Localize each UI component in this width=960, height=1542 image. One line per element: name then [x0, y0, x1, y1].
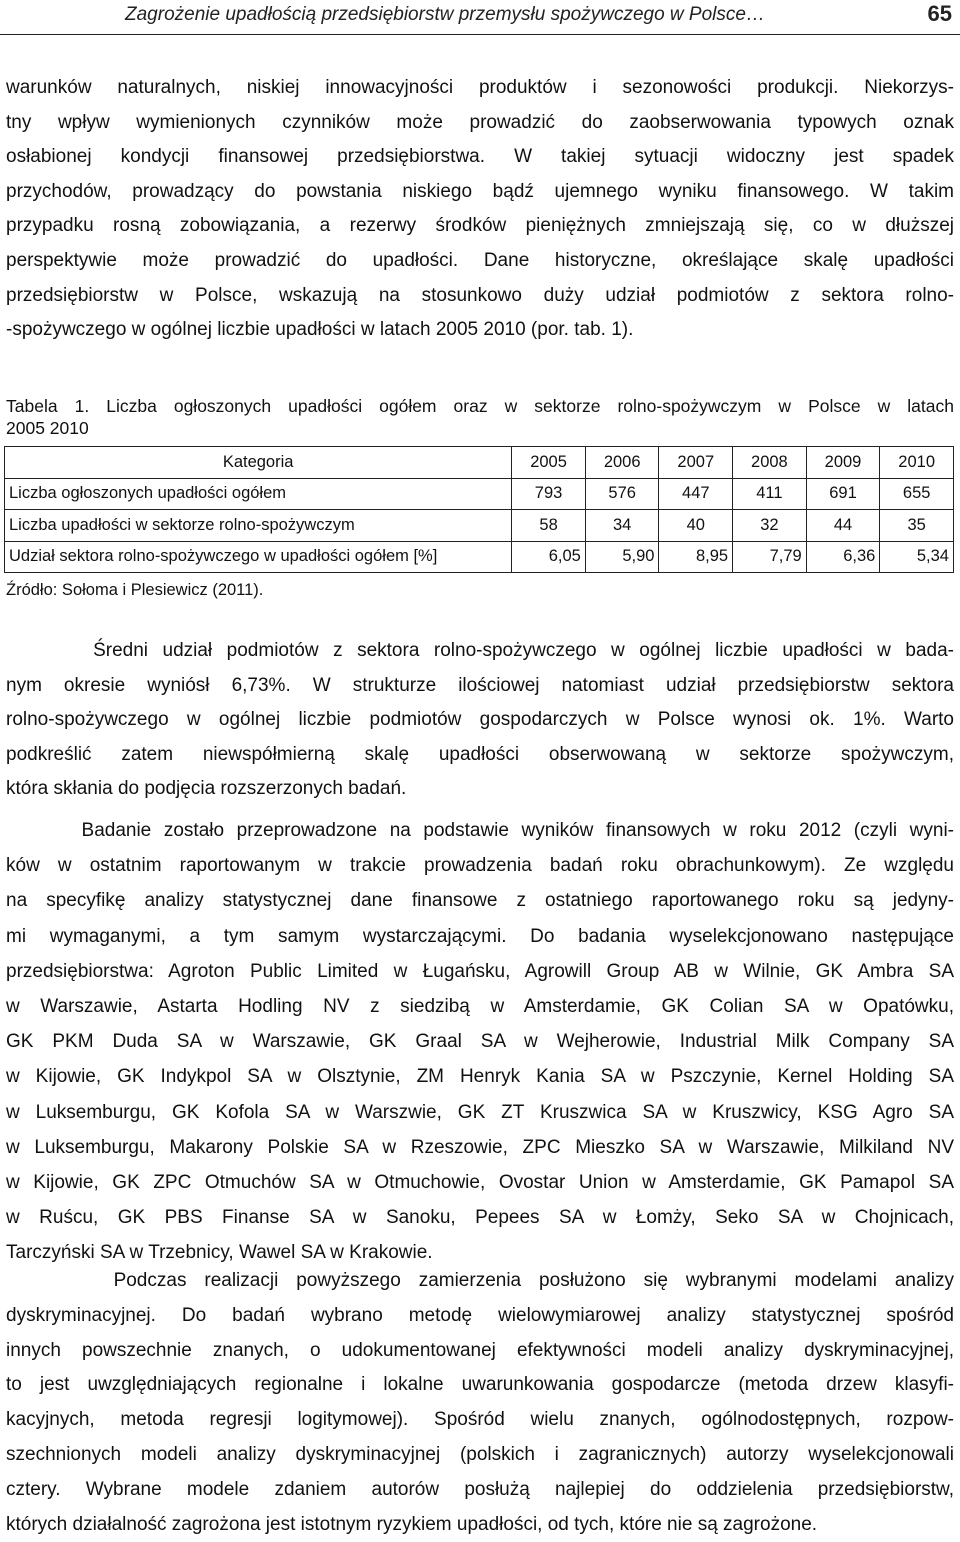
- column-header: 2006: [585, 447, 659, 479]
- table-cell: 447: [659, 478, 733, 510]
- table-cell: 793: [512, 478, 586, 510]
- table-cell: 40: [659, 510, 733, 542]
- text-line: przedsiębiorstw w Polsce, wskazują na stosunkowo duży udział podmiotów z sektora rolno-: [6, 284, 954, 306]
- table-cell: 655: [880, 478, 954, 510]
- table-row: [5, 541, 954, 573]
- row-label: Udział sektora rolno-spożywczego w upadłości ogółem [%]: [5, 541, 512, 573]
- table-cell: 8,95: [659, 541, 733, 573]
- table-cell: 58: [512, 510, 586, 542]
- text-line: w Luksemburgu, GK Kofola SA w Warszwie, GK ZT Kruszwica SA w Kruszwicy, KSG Agro SA: [6, 1101, 954, 1123]
- table-cell: 411: [733, 478, 807, 510]
- table-cell: 5,34: [880, 541, 954, 573]
- paragraph-intro: [6, 71, 954, 348]
- table-row: [5, 478, 954, 510]
- text-line: która skłania do podjęcia rozszerzonych badań.: [6, 778, 407, 800]
- text-line: w Luksemburgu, Makarony Polskie SA w Rzeszowie, ZPC Mieszko SA w Warszawie, Milkiland NV: [6, 1136, 954, 1158]
- column-header: 2008: [733, 447, 807, 479]
- table-cell: 6,05: [512, 541, 586, 573]
- text-line: w Warszawie, Astarta Hodling NV z siedzibą w Amsterdamie, GK Colian SA w Opatówku,: [6, 996, 954, 1018]
- text-line: -spożywczego w ogólnej liczbie upadłości w latach 2005 2010 (por. tab. 1).: [6, 319, 634, 341]
- text-line: w Kijowie, GK ZPC Otmuchów SA w Otmuchowie, Ovostar Union w Amsterdamie, GK Pamapol SA: [6, 1172, 954, 1194]
- text-line: ków w ostatnim raportowanym w trakcie prowadzenia badań roku obrachunkowym). Ze względu: [6, 855, 954, 877]
- text-line: w Kijowie, GK Indykpol SA w Olsztynie, ZM Henryk Kania SA w Pszczynie, Kernel Holding SA: [6, 1066, 954, 1088]
- paragraph-methods: [6, 1264, 954, 1542]
- column-header: Kategoria: [5, 447, 512, 479]
- row-label: Liczba ogłoszonych upadłości ogółem: [5, 478, 512, 510]
- caption-line: Tabela 1. Liczba ogłoszonych upadłości ogółem oraz w sektorze rolno-spożywczym w Polsce w latach: [6, 396, 954, 416]
- page-number: 65: [927, 1, 952, 26]
- table-cell: 7,79: [733, 541, 807, 573]
- bankruptcy-table: [4, 446, 954, 573]
- running-title: Zagrożenie upadłością przedsiębiorstw przemysłu spożywczego w Polsce…: [125, 4, 765, 25]
- column-header: 2009: [806, 447, 880, 479]
- paragraph-sample: [6, 813, 954, 1271]
- text-line: warunków naturalnych, niskiej innowacyjności produktów i sezonowości produkcji. Niekorzys-: [6, 77, 954, 98]
- table-cell: 44: [806, 510, 880, 542]
- table-cell: 691: [806, 478, 880, 510]
- column-header: 2007: [659, 447, 733, 479]
- table-cell: 576: [585, 478, 659, 510]
- text-line: przypadku rosną zobowiązania, a rezerwy środków pieniężnych zmniejszają się, co w dłuższej: [6, 215, 954, 237]
- text-line: tny wpływ wymienionych czynników może prowadzić do zaobserwowania typowych oznak: [6, 111, 954, 133]
- table-cell: 34: [585, 510, 659, 542]
- text-line: w Ruścu, GK PBS Finanse SA w Sanoku, Pepees SA w Łomży, Seko SA w Chojnicach,: [6, 1207, 954, 1229]
- text-line: cztery. Wybrane modele zdaniem autorów posłużą najlepiej do oddzielenia przedsiębiorstw,: [6, 1478, 954, 1500]
- table-cell: 35: [880, 510, 954, 542]
- paragraph-share: [6, 634, 954, 807]
- text-line: Średni udział podmiotów z sektora rolno-spożywczego w ogólnej liczbie upadłości w bada-: [6, 640, 954, 661]
- text-line: mi wymaganymi, a tym samym wystarczającymi. Do badania wyselekcjonowano następujące: [6, 925, 954, 947]
- text-line: kacyjnych, metoda regresji logitymowej). Spośród wielu znanych, ogólnodostępnych, rozpow-: [6, 1409, 954, 1431]
- row-label: Liczba upadłości w sektorze rolno-spożywczym: [5, 510, 512, 542]
- text-line: przychodów, prowadzący do powstania niskiego bądź ujemnego wyniku finansowego. W takim: [6, 180, 954, 202]
- table-header-row: [5, 447, 954, 479]
- table-row: [5, 510, 954, 542]
- table-cell: 6,36: [806, 541, 880, 573]
- text-line: innych powszechnie znanych, o udokumentowanej efektywności modeli analizy dyskryminacyjnej,: [6, 1339, 954, 1361]
- table-cell: 32: [733, 510, 807, 542]
- table-caption: [6, 395, 954, 439]
- column-header: 2005: [512, 447, 586, 479]
- text-line: Podczas realizacji powyższego zamierzenia posłużono się wybranymi modelami analizy: [6, 1270, 954, 1291]
- column-header: 2010: [880, 447, 954, 479]
- running-header: [0, 0, 960, 35]
- text-line: perspektywie może prowadzić do upadłości. Dane historyczne, określające skalę upadłości: [6, 249, 954, 271]
- text-line: nym okresie wyniósł 6,73%. W strukturze ilościowej natomiast udział przedsiębiorstw sektora: [6, 674, 954, 696]
- text-line: przedsiębiorstwa: Agroton Public Limited w Ługańsku, Agrowill Group AB w Wilnie, GK Ambra SA: [6, 960, 954, 982]
- text-line: Badanie zostało przeprowadzone na podstawie wyników finansowych w roku 2012 (czyli wyni-: [6, 820, 954, 841]
- text-line: to jest uwzględniających regionalne i lokalne uwarunkowania gospodarcze (metoda drzew klasyfi-: [6, 1374, 954, 1396]
- text-line: których działalność zagrożona jest istotnym ryzykiem upadłości, od tych, które nie są zagrożone.: [6, 1513, 818, 1535]
- table-cell: 5,90: [585, 541, 659, 573]
- text-line: osłabionej kondycji finansowej przedsiębiorstwa. W takiej sytuacji widoczny jest spadek: [6, 146, 954, 168]
- text-line: Tarczyński SA w Trzebnicy, Wawel SA w Krakowie.: [6, 1242, 433, 1264]
- text-line: szechnionych modeli analizy dyskryminacyjnej (polskich i zagranicznych) autorzy wyselekcjonowali: [6, 1443, 954, 1465]
- text-line: rolno-spożywczego w ogólnej liczbie podmiotów gospodarczych w Polsce wynosi ok. 1%. Warto: [6, 709, 954, 731]
- text-line: podkreślić zatem niewspółmierną skalę upadłości obserwowaną w sektorze spożywczym,: [6, 743, 954, 765]
- text-line: GK PKM Duda SA w Warszawie, GK Graal SA w Wejherowie, Industrial Milk Company SA: [6, 1031, 954, 1053]
- table-source: Źródło: Sołoma i Plesiewicz (2011).: [6, 581, 264, 599]
- text-line: dyskryminacyjnej. Do badań wybrano metodę wielowymiarowej analizy statystycznej spośród: [6, 1304, 954, 1326]
- text-line: na specyfikę analizy statystycznej dane finansowe z ostatniego raportowanego roku są jedyny-: [6, 890, 954, 912]
- caption-line: 2005 2010: [6, 418, 89, 438]
